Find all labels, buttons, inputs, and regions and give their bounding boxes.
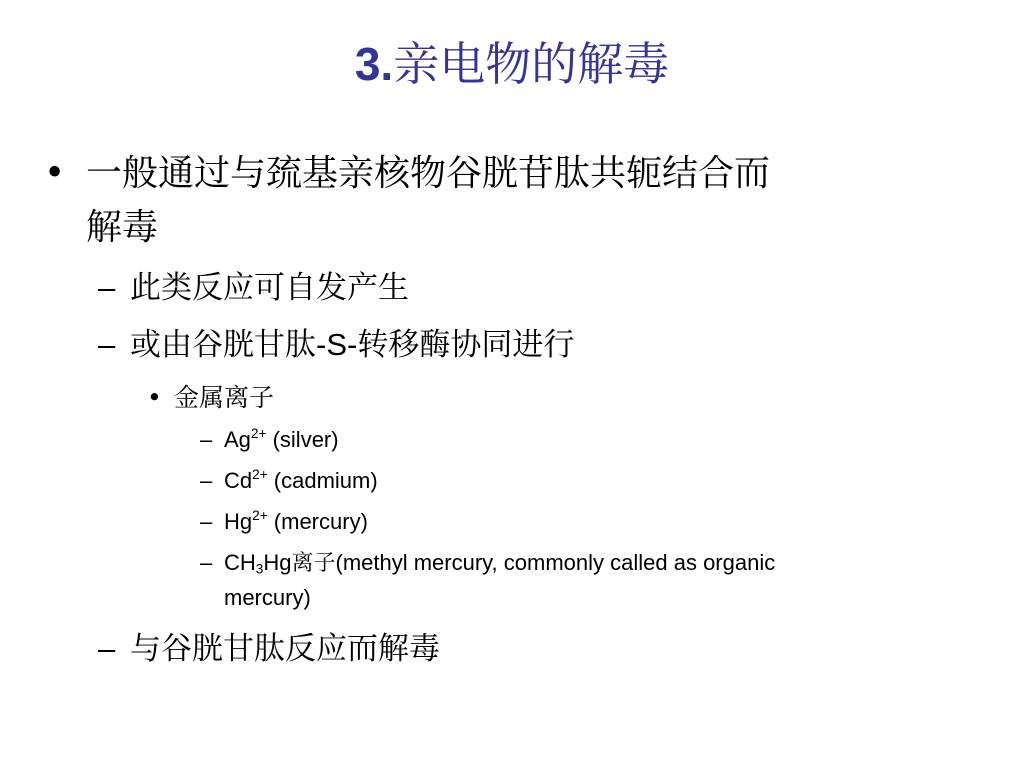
ion-ch3hg-part2: Hg: [263, 550, 292, 575]
ion-ag-symbol: Ag: [224, 427, 251, 452]
ion-ch3hg: [224, 548, 775, 579]
ion-ag-name: (silver): [272, 427, 339, 452]
sub2-part2: -S-: [316, 327, 358, 362]
metal-ions-text: 金属离子: [174, 383, 275, 412]
ion-ch3hg-desc2: mercury): [224, 585, 311, 610]
title-number: 3.: [354, 38, 394, 90]
bullet1-line1: 一般通过与巯基亲核物谷胱苷肽共轭结合而: [86, 153, 771, 194]
ion-ag-charge: 2+: [250, 426, 267, 442]
ion-hg-charge: 2+: [252, 508, 268, 524]
ion-hg-symbol: Hg: [224, 509, 253, 534]
dash-marker: –: [98, 327, 116, 362]
ion-hg-name: (mercury): [273, 509, 368, 534]
ion-cd-name: (cadmium): [273, 468, 378, 493]
bullet1-line2: 解毒: [86, 207, 159, 248]
sub2-text: [130, 324, 574, 366]
ion-ag: [224, 425, 339, 455]
dash-marker: –: [98, 631, 116, 666]
sub2-part3: 转移酶协同进行: [357, 327, 575, 363]
sub3-text: 与谷胱甘肽反应而解毒: [130, 631, 440, 667]
dash-marker: –: [200, 550, 213, 575]
slide-title: [0, 32, 1024, 96]
ion-ch3hg-cn: 离子: [291, 551, 336, 576]
sub1-text: 此类反应可自发产生: [130, 270, 409, 306]
dash-marker: –: [200, 468, 213, 493]
ion-cd-charge: 2+: [252, 467, 268, 483]
ion-cd: [224, 466, 378, 496]
dash-marker: –: [200, 427, 213, 452]
ion-ch3hg-part1: CH: [224, 550, 256, 575]
ion-ch3hg-sub: 3: [255, 561, 264, 577]
ion-cd-symbol: Cd: [224, 468, 253, 493]
bullet-marker: •: [44, 153, 66, 194]
ion-hg: [224, 507, 368, 537]
title-text: 亲电物的解毒: [393, 37, 670, 91]
sub2-part1: 或由谷胱甘肽: [130, 327, 316, 363]
bullet-marker: •: [147, 383, 162, 412]
dash-marker: –: [98, 270, 116, 305]
dash-marker: –: [200, 509, 213, 534]
ion-ch3hg-desc1: (methyl mercury, commonly called as organic: [335, 550, 776, 575]
